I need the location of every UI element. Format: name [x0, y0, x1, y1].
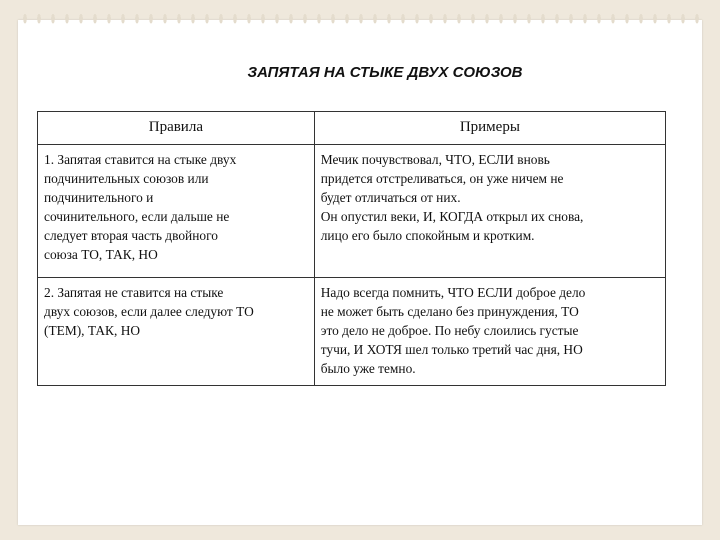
rule-line: (ТЕМ), ТАК, НО [44, 323, 141, 338]
table-row [38, 145, 666, 278]
table-header-row [38, 112, 666, 145]
rule-cell [38, 278, 315, 386]
perforated-edge [18, 0, 702, 34]
rules-table [37, 111, 666, 386]
example-cell [314, 278, 665, 386]
rule-line: сочинительного, если дальше не [44, 209, 230, 224]
example-cell [314, 145, 665, 278]
page-title: ЗАПЯТАЯ НА СТЫКЕ ДВУХ СОЮЗОВ [247, 64, 523, 81]
example-line: Надо всегда помнить, ЧТО ЕСЛИ доброе дело [320, 285, 586, 300]
rule-line: подчинительных союзов или [44, 171, 209, 186]
example-line: тучи, И ХОТЯ шел только третий час дня, НО [320, 342, 583, 357]
rule-line: союза ТО, ТАК, НО [44, 247, 158, 262]
rule-line: двух союзов, если далее следуют ТО [44, 304, 254, 319]
example-line: было уже темно. [320, 361, 416, 376]
header-rules: Правила [38, 112, 315, 145]
rule-line: 2. Запятая не ставится на стыке [44, 285, 224, 300]
example-line: Мечик почувствовал, ЧТО, ЕСЛИ вновь [320, 152, 550, 167]
rule-line: следует вторая часть двойного [44, 228, 218, 243]
rule-line: 1. Запятая ставится на стыке двух [44, 152, 237, 167]
rule-cell [38, 145, 315, 278]
example-line: это дело не доброе. По небу слоились густые [320, 323, 579, 338]
example-line: лицо его было спокойным и кротким. [320, 228, 535, 243]
header-examples: Примеры [314, 112, 665, 145]
example-line: придется отстреливаться, он уже ничем не [320, 171, 564, 186]
table-row [38, 278, 666, 386]
example-line: не может быть сделано без принуждения, ТО [320, 304, 579, 319]
example-line: Он опустил веки, И, КОГДА открыл их снова, [320, 209, 584, 224]
rule-line: подчинительного и [44, 190, 154, 205]
example-line: будет отличаться от них. [320, 190, 461, 205]
